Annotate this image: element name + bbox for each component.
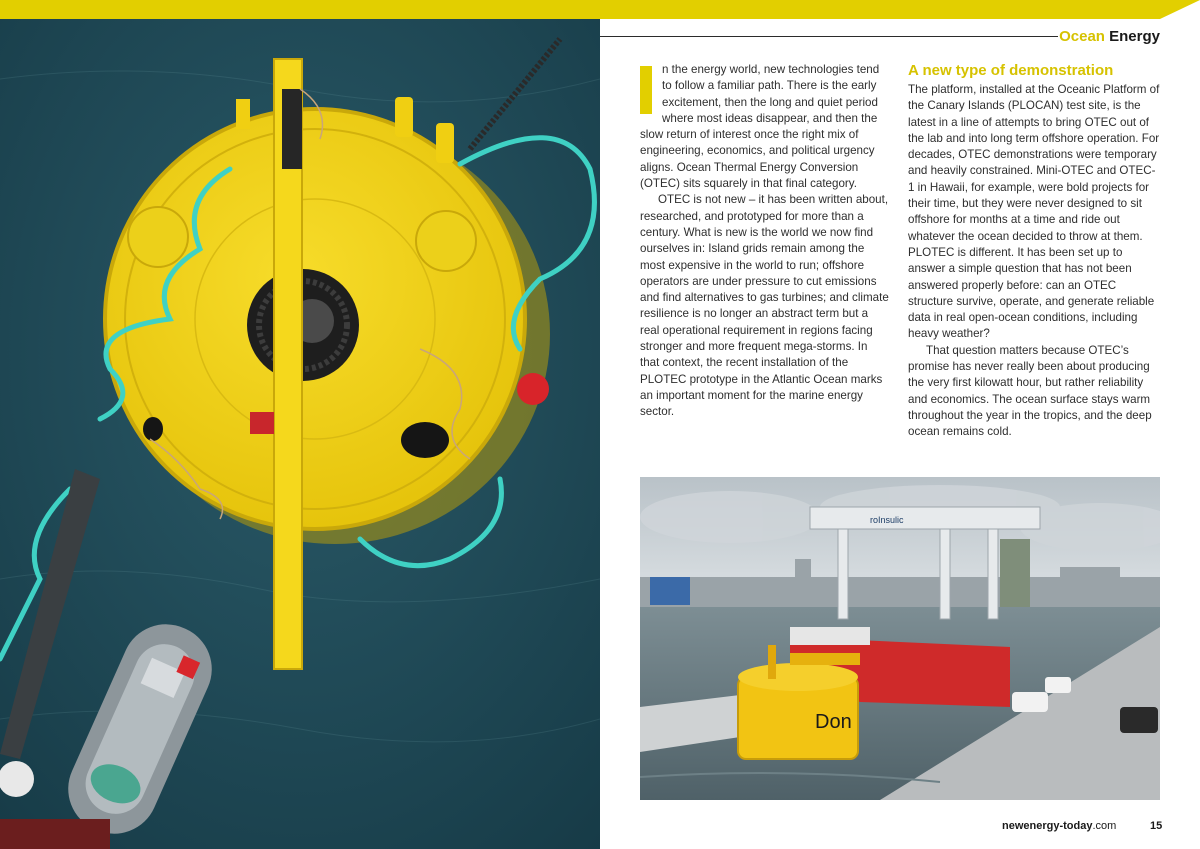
footer-site-name: newenergy-today <box>1002 820 1093 832</box>
section-label-main: Energy <box>1109 28 1160 45</box>
footer-site <box>1002 820 1116 832</box>
aerial-photo-illustration <box>0 19 600 849</box>
harbour-photo <box>640 477 1160 800</box>
article-column-2 <box>908 62 1160 441</box>
article-paragraph-4: That question matters because OTEC’s promise has never really been about producing the very first kilowatt hour, but rather reliability and economics. The ocean surface stays warm throughout the year in the tropics, and the deep ocean remains cold. <box>908 343 1152 439</box>
subheading: A new type of demonstration <box>908 62 1114 79</box>
article-paragraph-2: OTEC is not new – it has been written about, researched, and prototyped for more than a century. What is new is the world we now find ourselves in: Island grids remain among the most expensive in the world to run; offshore operators are under pressure to cut emissions and find alternatives to gas turbines; and climate resilience is no longer an abstract term but a real operational requirement in regions facing stronger and more frequent mega-storms. In that context, the recent installation of the PLOTEC prototype in the Atlantic Ocean marks an important moment for the marine energy sector. <box>640 193 889 419</box>
footer-site-tld: .com <box>1092 820 1117 832</box>
harbour-photo-illustration <box>640 477 1160 800</box>
dropcap <box>640 66 652 114</box>
page-number: 15 <box>1150 820 1163 832</box>
platform-hull-text: Don <box>815 711 852 733</box>
article-paragraph-1: n the energy world, new technologies tend to follow a familiar path. There is the early excitement, then the long and quiet period where most ideas disappear, and then the slow return of interest once the right mix of engineering, economics, and political urgency aligns. Ocean Thermal Energy Conversion (OTEC) sits squarely in that final category. <box>640 63 880 191</box>
article-column-1 <box>640 62 890 421</box>
opening-paragraph-wrap <box>640 62 890 192</box>
section-label <box>1059 28 1160 45</box>
crane-brand-text: roInsulic <box>870 515 904 525</box>
article-paragraph-3: The platform, installed at the Oceanic Platform of the Canary Islands (PLOCAN) test site, is the latest in a line of attempts to bring OTEC out of the lab and into long term offshore operation. For decades, OTEC demonstrations were temporary and heavily constrained. Mini-OTEC and OTEC-1 in Hawaii, for example, were bold projects for their time, but they were never designed to sit offshore for months at a time and ride out whatever the ocean decided to throw at them. PLOTEC is different. It has been set up to answer a simple question that has not been answered properly before: can an OTEC structure survive, operate, and generate reliable data in real open-ocean conditions, including heavy weather? <box>908 83 1160 341</box>
aerial-platform-photo <box>0 19 600 849</box>
section-label-accent: Ocean <box>1059 28 1105 45</box>
top-accent-bar <box>0 0 1200 19</box>
